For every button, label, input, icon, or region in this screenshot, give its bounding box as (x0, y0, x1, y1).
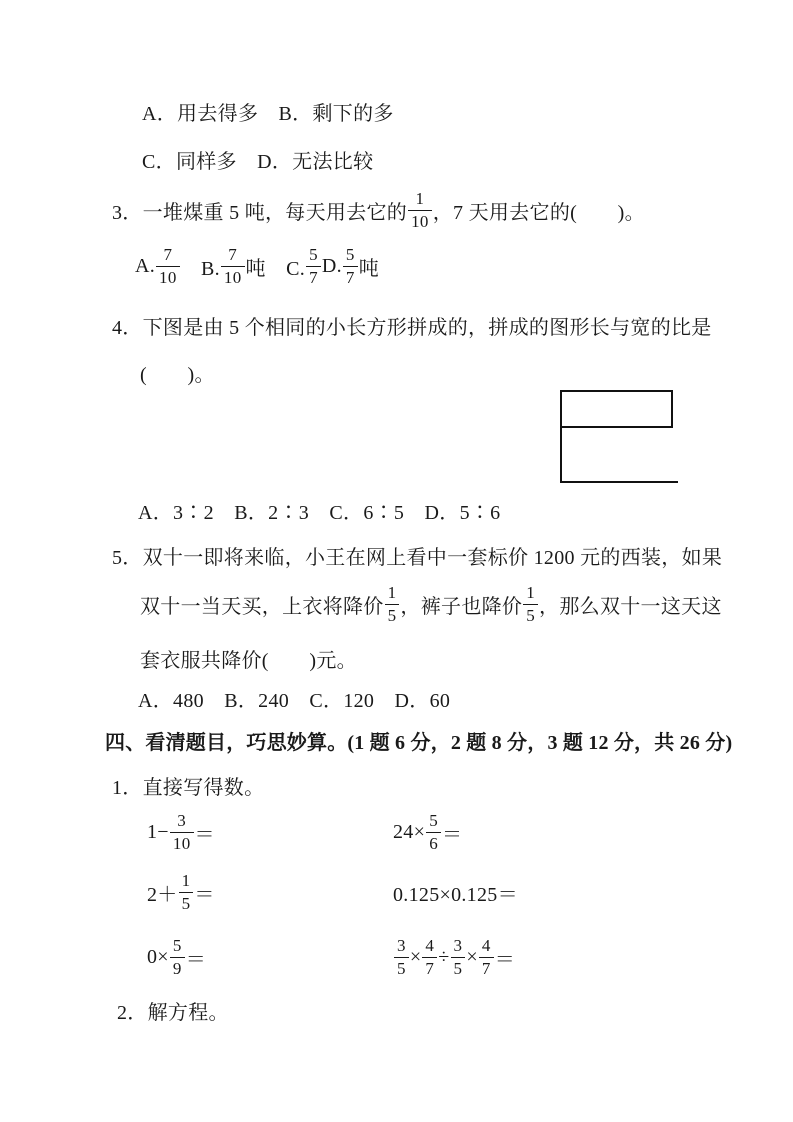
text-run: A．3∶2 B．2∶3 C．6∶5 D．5∶6 (138, 501, 501, 524)
fraction-denominator: 10 (172, 833, 191, 853)
fraction-denominator: 7 (309, 267, 318, 287)
fraction (408, 189, 432, 230)
fraction-denominator: 5 (387, 605, 397, 625)
text-run: ，7 天用去它的( )。 (432, 201, 645, 224)
calc-2-left (147, 869, 215, 915)
q5-stem-line3 (140, 645, 357, 671)
text-run: ＝ (442, 823, 463, 846)
fraction (179, 871, 194, 912)
q4-options (138, 497, 500, 523)
fraction (394, 936, 409, 977)
text-run: ＝ (194, 823, 215, 846)
fraction-denominator: 7 (345, 267, 355, 287)
fraction-numerator: 5 (343, 245, 358, 266)
fraction-denominator: 10 (223, 267, 242, 287)
fraction-denominator: 5 (397, 958, 406, 978)
text-run: 套衣服共降价( )元。 (140, 649, 357, 672)
text-run: 24× (393, 820, 426, 843)
text-run: 0× (147, 945, 169, 968)
text-run: 四、看清题目，巧思妙算。(1 题 6 分，2 题 8 分，3 题 12 分，共 26 分) (105, 731, 733, 754)
calc-3-left (147, 934, 206, 980)
text-run: 5．双十一即将来临，小王在网上看中一套标价 1200 元的西装，如果 (112, 546, 723, 569)
fraction-denominator: 5 (526, 605, 536, 625)
text-run: ÷ (438, 945, 450, 968)
fraction-denominator: 6 (429, 833, 438, 853)
figure-top-rectangle (560, 390, 673, 428)
fraction-denominator: 9 (172, 958, 182, 978)
text-run: 吨 C. (245, 257, 306, 280)
text-run: ＝ (185, 948, 207, 971)
calc-3-right (393, 934, 515, 980)
fraction-numerator: 1 (179, 871, 194, 892)
q3-stem (112, 187, 645, 233)
fraction (170, 936, 185, 977)
fraction (422, 936, 437, 977)
section4-heading (105, 726, 732, 754)
text-run: 4．下图是由 5 个相同的小长方形拼成的，拼成的图形长与宽的比是 (112, 316, 712, 339)
five-rectangles-figure (560, 390, 680, 483)
fraction-numerator: 5 (170, 936, 185, 957)
fraction-denominator: 5 (181, 893, 191, 913)
fraction-numerator: 1 (523, 583, 538, 604)
fraction (343, 245, 358, 286)
text-run: 2．解方程。 (117, 1001, 229, 1024)
fraction-numerator: 4 (479, 936, 494, 957)
text-run: ＝ (194, 883, 215, 906)
fraction (170, 811, 194, 852)
text-run: × (409, 945, 422, 968)
fraction-numerator: 3 (451, 936, 466, 957)
fraction (523, 583, 538, 624)
text-run: ( )。 (140, 363, 215, 386)
q4-stem-line1 (112, 312, 712, 338)
fraction (306, 245, 321, 286)
fraction (451, 936, 466, 977)
text-run: A．480 B．240 C．120 D．60 (138, 689, 451, 712)
q2-options-cd (142, 146, 373, 172)
q5-stem-line1 (112, 542, 722, 568)
q4-stem-line2 (140, 359, 215, 385)
q3-options (135, 243, 379, 289)
q2-options-ab (142, 98, 394, 124)
text-run: B. (180, 257, 220, 280)
fraction (221, 245, 245, 286)
fraction (156, 245, 180, 286)
fraction-numerator: 5 (306, 245, 321, 266)
calc-1-left (147, 809, 215, 855)
fraction-denominator: 7 (481, 958, 491, 978)
fraction-denominator: 10 (411, 211, 429, 231)
fraction (385, 583, 400, 624)
text-run: D. (321, 254, 342, 277)
fraction (479, 936, 494, 977)
figure-bottom-region (560, 428, 678, 483)
text-run: A．用去得多 B．剩下的多 (142, 102, 394, 125)
text-run: ，那么双十一这天这 (539, 595, 722, 618)
fraction-numerator: 1 (408, 189, 432, 210)
text-run: C．同样多 D．无法比较 (142, 150, 374, 173)
fraction-numerator: 7 (156, 245, 180, 266)
text-run: 双十一当天买，上衣将降价 (140, 595, 384, 618)
text-run: 3．一堆煤重 5 吨，每天用去它的 (112, 201, 408, 224)
text-run: 2＋ (147, 883, 178, 906)
calc-1-right (393, 809, 462, 855)
fraction-numerator: 3 (170, 811, 194, 832)
text-run: × (466, 945, 478, 968)
fraction-denominator: 7 (425, 958, 435, 978)
calc-2-right (393, 869, 518, 915)
fraction-numerator: 7 (221, 245, 245, 266)
q5-options (138, 685, 450, 711)
text-run: 0.125×0.125＝ (393, 883, 518, 906)
text-run: ，裤子也降价 (400, 595, 523, 618)
fraction-denominator: 10 (159, 267, 177, 287)
fraction-numerator: 1 (385, 583, 400, 604)
fraction-numerator: 3 (394, 936, 409, 957)
s4-q2-label (117, 997, 229, 1023)
text-run: 1− (147, 820, 169, 843)
text-run: 1．直接写得数。 (112, 776, 265, 799)
q5-stem-line2 (140, 581, 722, 627)
text-run: A. (135, 254, 156, 277)
fraction-numerator: 4 (422, 936, 437, 957)
fraction-numerator: 5 (426, 811, 441, 832)
fraction-denominator: 5 (453, 958, 463, 978)
text-run: ＝ (494, 948, 516, 971)
s4-q1-label (112, 772, 264, 798)
fraction (426, 811, 441, 852)
text-run: 吨 (358, 257, 380, 280)
